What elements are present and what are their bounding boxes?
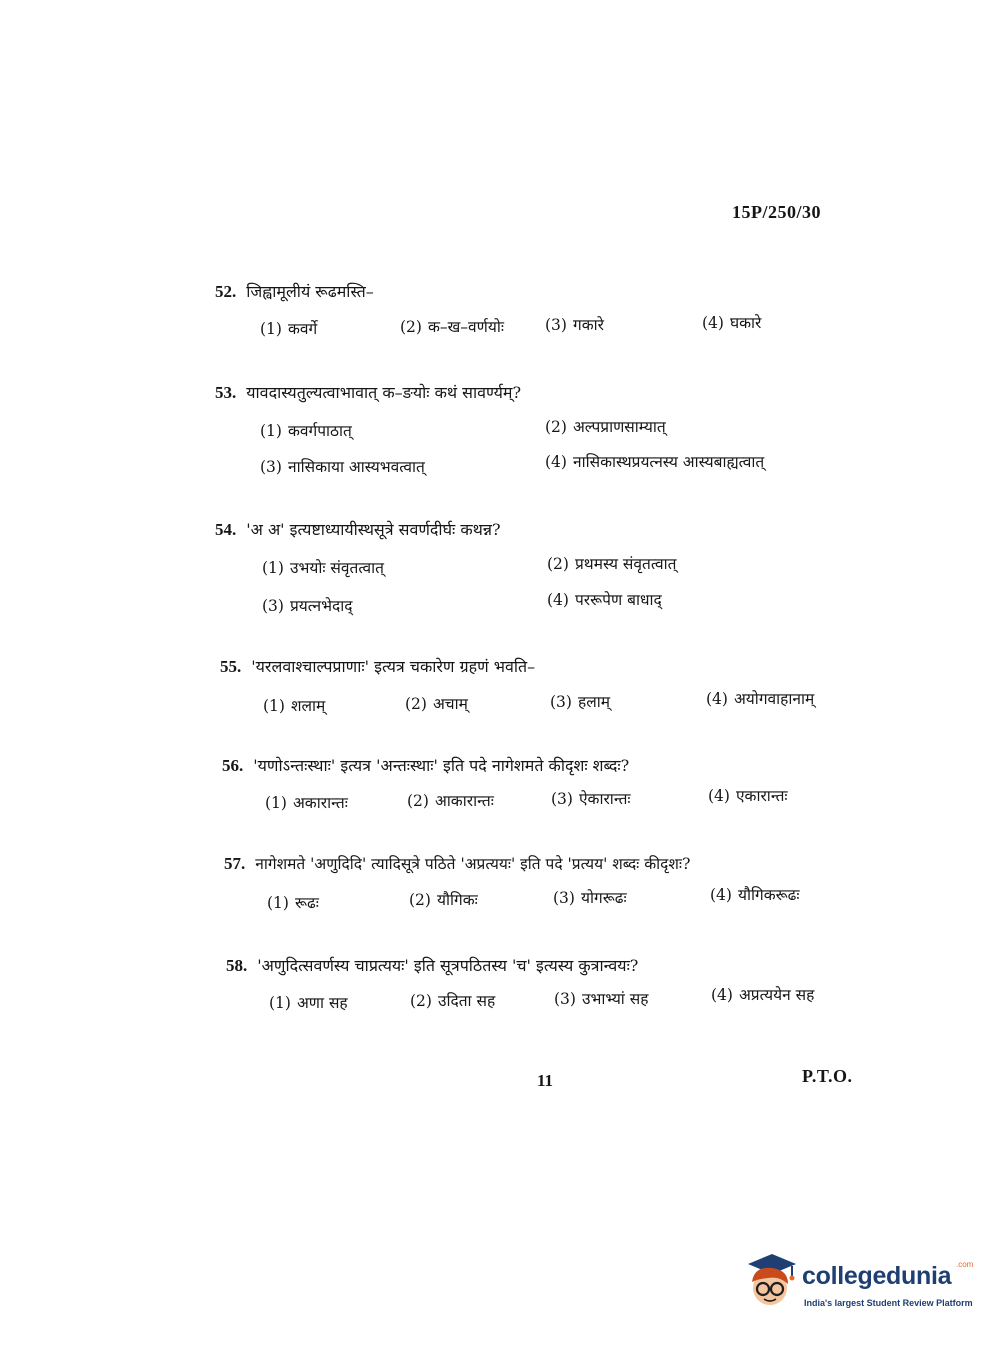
brand-tagline: India's largest Student Review Platform <box>804 1298 973 1308</box>
option-1: (1) शलाम् <box>263 697 326 715</box>
option-1: (1) अकारान्तः <box>265 794 348 812</box>
option-2: (2) क–ख–वर्णयोः <box>400 318 505 336</box>
option-4: (4) अप्रत्ययेन सह <box>711 986 815 1004</box>
question-number: 53. <box>215 383 237 402</box>
option-4: (4) घकारे <box>702 314 762 332</box>
question-number: 58. <box>226 956 248 975</box>
option-3: (3) नासिकाया आस्यभवत्वात् <box>260 458 425 476</box>
brand-domain: .com <box>956 1260 974 1269</box>
question-stem <box>215 280 374 302</box>
option-3: (3) योगरूढः <box>553 889 627 907</box>
option-1: (1) उभयोः संवृतत्वात् <box>262 559 384 577</box>
question-stem <box>220 655 535 677</box>
option-1: (1) रूढः <box>267 894 319 912</box>
question-number: 54. <box>215 520 237 539</box>
question-text: 'यणोऽन्तःस्थाः' इत्यत्र 'अन्तःस्थाः' इति पदे नागेशमते कीदृशः शब्दः? <box>253 756 630 775</box>
option-4: (4) अयोगवाहानाम् <box>706 690 815 708</box>
question-stem <box>224 852 690 874</box>
brand-name: collegedunia <box>802 1262 952 1290</box>
option-4: (4) नासिकास्थप्रयत्नस्य आस्यबाह्यत्वात् <box>545 453 765 471</box>
option-2: (2) प्रथमस्य संवृतत्वात् <box>547 555 677 573</box>
question-number: 52. <box>215 282 237 301</box>
question-stem <box>215 518 501 540</box>
option-3: (3) ऐकारान्तः <box>551 790 631 808</box>
option-2: (2) उदिता सह <box>410 992 496 1010</box>
option-2: (2) अचाम् <box>405 695 468 713</box>
option-1: (1) अणा सह <box>269 994 348 1012</box>
question-stem <box>222 754 629 776</box>
question-text: जिह्वामूलीयं रूढमस्ति– <box>246 282 374 301</box>
option-3: (3) गकारे <box>545 316 604 334</box>
option-2: (2) यौगिकः <box>409 891 478 909</box>
option-4: (4) पररूपेण बाधाद् <box>547 591 662 609</box>
option-2: (2) आकारान्तः <box>407 792 494 810</box>
question-text: यावदास्यतुल्यत्वाभावात् क–ङयोः कथं सावर्ण्यम्? <box>246 383 522 402</box>
option-1: (1) कवर्गे <box>260 320 318 338</box>
question-text: नागेशमते 'अणुदिदि' त्यादिसूत्रे पठिते 'अप्रत्ययः' इति पदे 'प्रत्यय' शब्दः कीदृशः? <box>255 855 691 873</box>
option-4: (4) एकारान्तः <box>708 787 788 805</box>
question-text: 'यरलवाश्चाल्पप्राणाः' इत्यत्र चकारेण ग्रहणं भवति– <box>251 657 536 676</box>
option-3: (3) उभाभ्यां सह <box>554 990 649 1008</box>
option-3: (3) हलाम् <box>550 693 610 711</box>
question-stem <box>226 954 638 976</box>
question-text: 'अणुदित्सवर्णस्य चाप्रत्ययः' इति सूत्रपठितस्य 'च' इत्यस्य कुत्रान्वयः? <box>257 956 639 975</box>
collegedunia-watermark <box>742 1248 977 1318</box>
option-2: (2) अल्पप्राणसाम्यात् <box>545 418 666 436</box>
pto-marker: P.T.O. <box>802 1066 853 1086</box>
mascot-icon <box>742 1250 800 1314</box>
page-number: 11 <box>537 1071 554 1090</box>
option-4: (4) यौगिकरूढः <box>710 886 800 904</box>
paper-code: 15P/250/30 <box>732 202 821 222</box>
option-1: (1) कवर्गपाठात् <box>260 422 352 440</box>
question-number: 57. <box>224 854 246 873</box>
question-number: 55. <box>220 657 242 676</box>
question-text: 'अ अ' इत्यष्टाध्यायीस्थसूत्रे सवर्णदीर्घः कथन्न? <box>246 520 501 539</box>
option-3: (3) प्रयत्नभेदाद् <box>262 597 353 615</box>
question-number: 56. <box>222 756 244 775</box>
question-stem <box>215 381 521 403</box>
